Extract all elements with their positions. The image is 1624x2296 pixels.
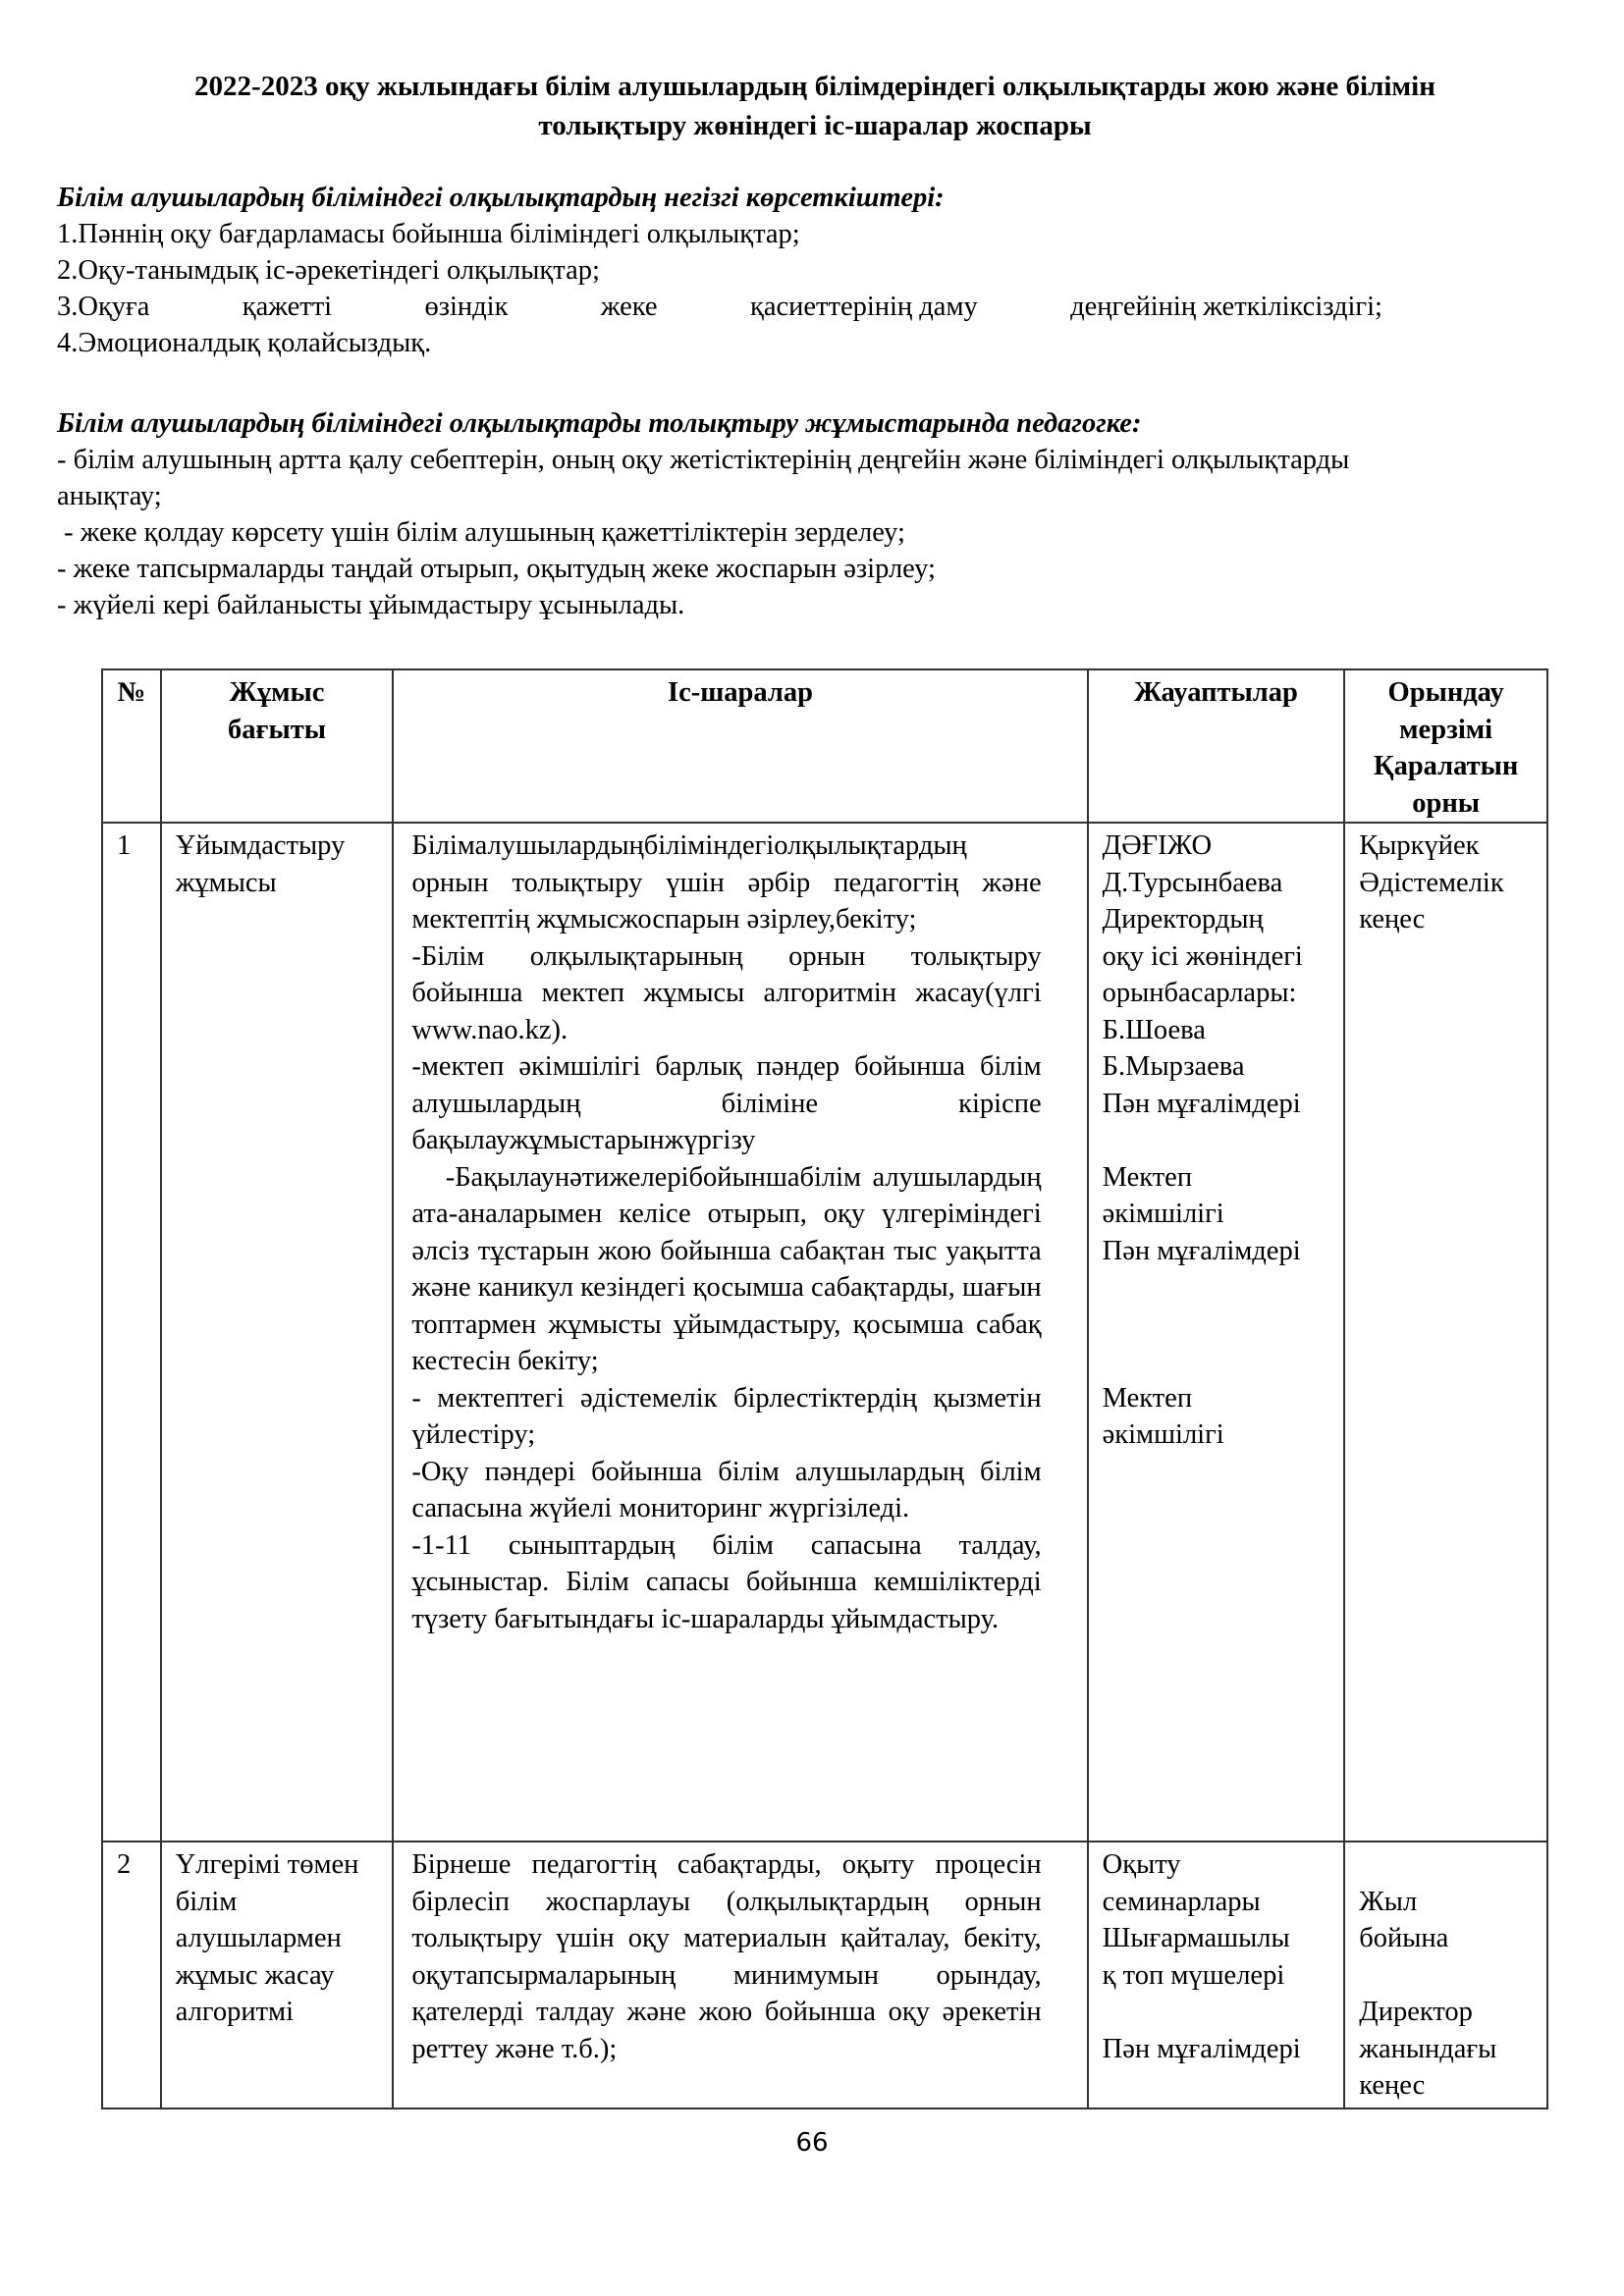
indicator-item-3-word: өзіндік <box>424 292 509 322</box>
row-responsible <box>1088 823 1345 1842</box>
table-row <box>102 823 1547 1842</box>
indicators-heading: Білім алушылардың біліміндегі олқылықтардың негізгі көрсеткіштері: <box>57 183 945 213</box>
header-activities: Іс-шаралар <box>393 669 1087 823</box>
responsible-line: Пән мұғалімдері <box>1102 1088 1301 1119</box>
recommendations-heading: Білім алушылардың біліміндегі олқылықтарды толықтыру жұмыстарында педагогке: <box>57 408 1142 439</box>
deadline-line: Әдістемелік <box>1359 867 1504 898</box>
header-deadline: Орындау мерзімі Қаралатын орны <box>1344 669 1547 823</box>
indicators-section <box>57 180 1589 361</box>
activity-item: -Бақылаунәтижелерібойыншабілім алушылардың ата-аналарымен келісе отырып, оқу үлгеріміндегі әлсіз тұстарын жою бойынша сабақтан тыс уақытта және каникул кезіндегі қосымша сабақтарды, шағын топтармен жұмысты ұйымдастыру, қосымша сабақ кестесін бекіту; <box>411 1161 1056 1376</box>
recommendation-item: - жүйелі кері байланысты ұйымдастыру ұсынылады. <box>57 590 685 620</box>
responsible-line: Б.Шоева <box>1102 1014 1206 1045</box>
responsible-line: әкімшілігі <box>1102 1199 1224 1229</box>
row-deadline <box>1344 823 1547 1842</box>
deadline-line: жанындағы <box>1359 2033 1497 2064</box>
responsible-line: Оқыту <box>1102 1849 1181 1880</box>
row-deadline <box>1344 1842 1547 2109</box>
deadline-line: Жыл <box>1359 1886 1418 1917</box>
deadline-line: кеңес <box>1359 904 1426 934</box>
responsible-line: Пән мұғалімдері <box>1102 2033 1301 2064</box>
responsible-line: әкімшілігі <box>1102 1419 1224 1450</box>
responsible-line: оқу ісі жөніндегі <box>1102 940 1303 972</box>
recommendations-section <box>57 405 1589 623</box>
table-header-row <box>102 669 1547 823</box>
row-activities <box>393 1842 1087 2109</box>
table-row <box>102 1842 1547 2109</box>
responsible-line: ДӘҒІЖО <box>1102 830 1213 861</box>
indicator-item-3-word: деңгейінің жеткіліксіздігі; <box>1070 292 1382 322</box>
indicator-item-4: 4.Эмоционалдық қолайсыздық. <box>57 328 432 358</box>
responsible-line: Б.Мырзаева <box>1102 1051 1245 1082</box>
row-activities <box>393 823 1087 1842</box>
title-line-1: 2022-2023 оқу жылындағы білім алушылардың білімдеріндегі олқылықтарды жою және білімін <box>194 71 1435 102</box>
activity-item: -1-11 сыныптардың білім сапасына талдау, ұсыныстар. Білім сапасы бойынша кемшіліктерді түзету бағытындағы іс-шараларды ұйымдастыру. <box>411 1529 1042 1634</box>
recommendation-item: анықтау; <box>57 481 162 511</box>
responsible-line: Директордың <box>1102 904 1264 934</box>
row-num: 1 <box>102 823 161 1842</box>
responsible-line: Мектеп <box>1102 1382 1193 1414</box>
header-direction: Жұмыс бағыты <box>161 669 394 823</box>
indicator-item-1: 1.Пәннің оқу бағдарламасы бойынша біліміндегі олқылықтар; <box>57 219 800 249</box>
indicator-item-3-word: қасиеттерінің даму <box>749 292 978 322</box>
indicator-item-3 <box>57 289 1382 325</box>
title-line-2: толықтыру жөніндегі іс-шаралар жоспары <box>538 110 1092 141</box>
recommendation-item: - жеке тапсырмаларды таңдай отырып, оқытудың жеке жоспарын әзірлеу; <box>57 554 936 584</box>
page-number: 66 <box>795 2128 829 2158</box>
activity-item: Бірнеше педагогтің сабақтарды, оқыту процесін бірлесіп жоспарлауы (олқылықтардың орнын толықтыру үшін оқу материалын қайталау, бекіту, оқутапсырмаларының минимумын орындау, қателерді талдау және жою бойынша оқу әрекетін реттеу және т.б.); <box>411 1849 1042 2064</box>
header-num: № <box>102 669 161 823</box>
recommendation-item: - білім алушының артта қалу себептерін, оның оқу жетістіктерінің деңгейін және біліміндегі олқылықтарды <box>57 445 1350 475</box>
row-num: 2 <box>102 1842 161 2109</box>
responsible-line: Мектеп <box>1102 1161 1193 1193</box>
responsible-line: қ топ мүшелері <box>1102 1959 1285 1991</box>
responsible-line: Шығармашылы <box>1102 1923 1290 1953</box>
indicator-item-3-word: қажетті <box>242 292 333 322</box>
indicator-item-3-word: 3.Оқуға <box>57 292 150 322</box>
indicator-item-3-word: жеке <box>600 292 658 322</box>
responsible-line: Пән мұғалімдері <box>1102 1235 1301 1266</box>
responsible-line: орынбасарлары: <box>1102 978 1297 1008</box>
indicator-item-2: 2.Оқу-танымдық іс-әрекетіндегі олқылықтар; <box>57 255 600 286</box>
responsible-line: Д.Турсынбаева <box>1102 867 1283 898</box>
deadline-line: бойына <box>1359 1923 1449 1953</box>
activity-item: Білімалушылардыңбіліміндегіолқылықтардың орнын толықтыру үшін әрбір педагогтің және мектептің жұмысжоспарын әзірлеу,бекіту; <box>411 830 1042 934</box>
row-direction: Үлгерімі төмен білім алушылармен жұмыс жасау алгоритмі <box>161 1842 394 2109</box>
header-responsible: Жауаптылар <box>1088 669 1345 823</box>
deadline-line: Директор <box>1359 1997 1473 2027</box>
recommendation-item: - жеке қолдау көрсету үшін білім алушының қажеттіліктерін зерделеу; <box>57 517 905 548</box>
responsible-line: семинарлары <box>1102 1886 1261 1917</box>
row-responsible <box>1088 1842 1345 2109</box>
deadline-line: кеңес <box>1359 2070 1426 2101</box>
activity-item: -Оқу пәндері бойынша білім алушылардың білім сапасына жүйелі мониторинг жүргізіледі. <box>411 1456 1042 1523</box>
activity-item: - мектептегі әдістемелік бірлестіктердің қызметін үйлестіру; <box>411 1382 1042 1450</box>
row-direction: Ұйымдастыру жұмысы <box>161 823 394 1842</box>
activity-item: -мектеп әкімшілігі барлық пәндер бойынша білім алушылардың біліміне кіріспе бақылаужұмыстарынжүргізу <box>411 1051 1042 1155</box>
deadline-line: Қыркүйек <box>1359 830 1480 861</box>
activity-item: -Білім олқылықтарының орнын толықтыру бойынша мектеп жұмысы алгоритмін жасау(үлгі www.nao.kz). <box>411 940 1042 1045</box>
document-title <box>98 67 1532 145</box>
activities-table <box>101 668 1548 2109</box>
